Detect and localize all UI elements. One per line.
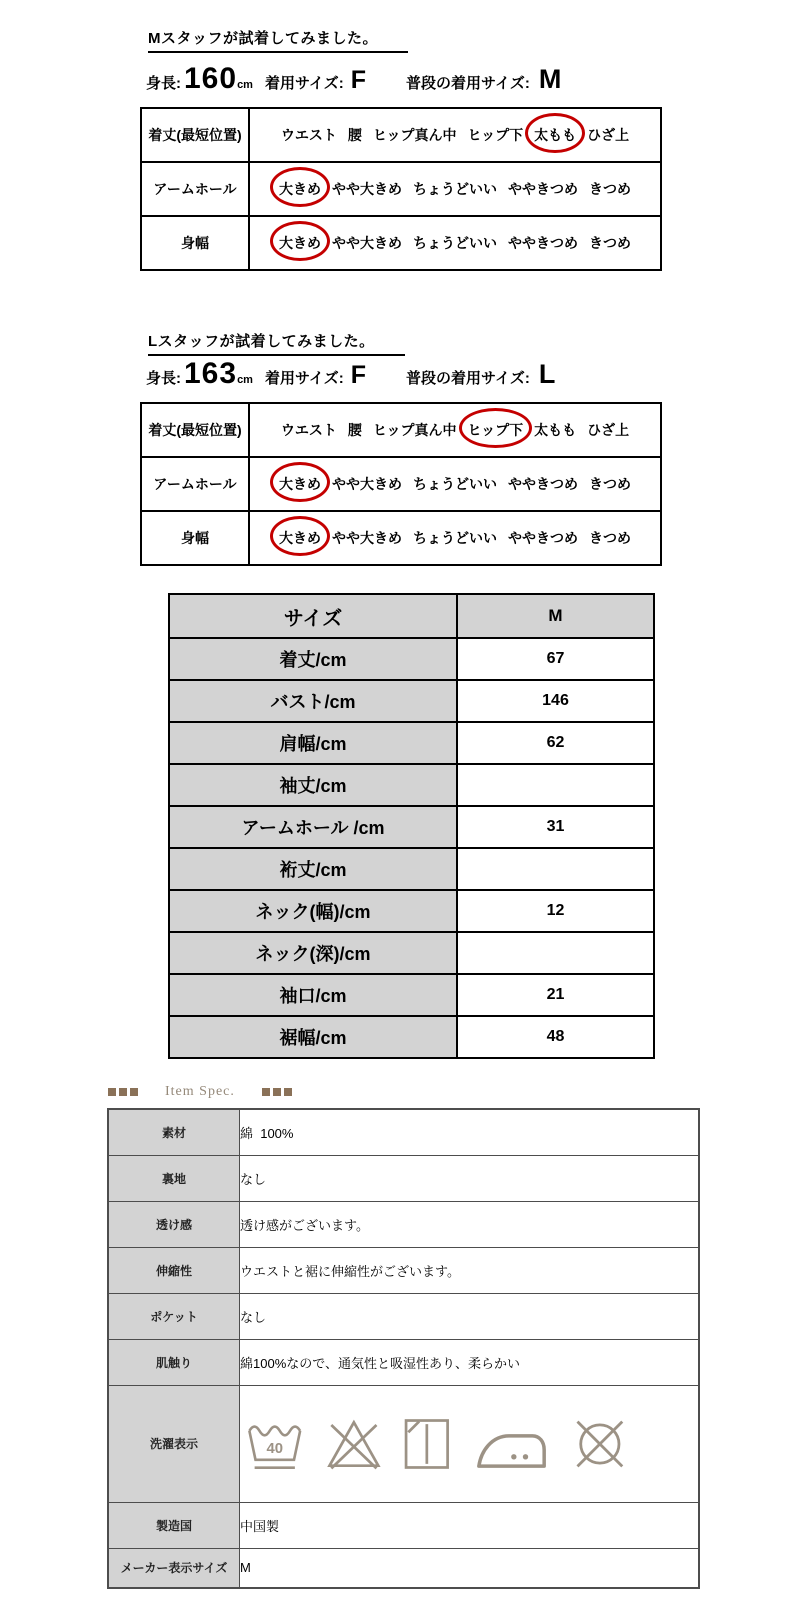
fit-row xyxy=(141,108,661,162)
height-value: 160 xyxy=(184,62,238,95)
spec-row-label: 製造国 xyxy=(108,1502,240,1548)
fit-row xyxy=(141,457,661,511)
fit-options xyxy=(250,233,660,253)
fit-option: 大きめ xyxy=(279,181,321,197)
height-label: 身長: xyxy=(146,370,181,387)
size-row-label: 肩幅/cm xyxy=(169,722,457,764)
spec-row xyxy=(108,1502,699,1548)
size-row-value: 48 xyxy=(457,1016,654,1058)
fit-option: 大きめ xyxy=(279,235,321,251)
spec-row-label: 透け感 xyxy=(108,1201,240,1247)
fit-options xyxy=(250,420,660,440)
fit-option: きつめ xyxy=(589,181,631,197)
size-table-header-row xyxy=(169,594,654,638)
spec-row-wash xyxy=(108,1385,699,1502)
svg-text:40: 40 xyxy=(266,1440,284,1457)
fit-table-l xyxy=(140,402,662,566)
fit-row-label: 身幅 xyxy=(141,216,249,270)
size-row xyxy=(169,806,654,848)
fit-row-label: 着丈(最短位置) xyxy=(141,108,249,162)
fit-option: ちょうどいい xyxy=(413,530,497,546)
spec-row xyxy=(108,1247,699,1293)
spec-row xyxy=(108,1109,699,1155)
height-unit: cm xyxy=(237,374,253,386)
size-row-value xyxy=(457,848,654,890)
fit-option: やや大きめ xyxy=(332,476,402,492)
spec-row xyxy=(108,1548,699,1588)
fit-row-label: 身幅 xyxy=(141,511,249,565)
spec-row xyxy=(108,1293,699,1339)
fit-option: ひざ上 xyxy=(587,127,630,143)
fit-row-label: アームホール xyxy=(141,162,249,216)
size-row-label: 裾幅/cm xyxy=(169,1016,457,1058)
worn-size-value: F xyxy=(350,66,367,94)
fit-option: やや大きめ xyxy=(332,235,402,251)
fit-option: ウエスト xyxy=(280,422,337,438)
fit-option: やや大きめ xyxy=(332,530,402,546)
fit-options xyxy=(250,474,660,494)
decorative-squares-icon xyxy=(262,1088,292,1096)
spec-row-value: 中国製 xyxy=(240,1502,700,1548)
fit-option: 太もも xyxy=(534,127,577,143)
size-row-label: 裄丈/cm xyxy=(169,848,457,890)
size-row xyxy=(169,932,654,974)
worn-size-label: 着用サイズ: xyxy=(264,370,344,387)
size-row-value xyxy=(457,932,654,974)
fit-option: ウエスト xyxy=(280,127,337,143)
spec-row xyxy=(108,1155,699,1201)
wash-40-icon xyxy=(245,1416,305,1472)
size-header-value: M xyxy=(457,594,654,638)
size-row-label: 袖丈/cm xyxy=(169,764,457,806)
fit-option: 大きめ xyxy=(279,476,321,492)
fit-option: 腰 xyxy=(347,422,362,438)
fit-option: ちょうどいい xyxy=(413,235,497,251)
size-row-value: 31 xyxy=(457,806,654,848)
dry-in-shade-icon xyxy=(402,1416,453,1472)
fit-row-label: アームホール xyxy=(141,457,249,511)
fit-section-m-heading: Mスタッフが試着してみました。 xyxy=(148,27,408,53)
spec-row-label: ポケット xyxy=(108,1293,240,1339)
spec-row-label: 裏地 xyxy=(108,1155,240,1201)
size-table xyxy=(168,593,655,1059)
usual-size-value: M xyxy=(538,64,562,94)
spec-row xyxy=(108,1339,699,1385)
spec-row-value: ウエストと裾に伸縮性がございます。 xyxy=(240,1247,700,1293)
item-spec-title: Item Spec. xyxy=(165,1084,235,1099)
size-row-value: 146 xyxy=(457,680,654,722)
fit-option: 腰 xyxy=(347,127,362,143)
size-row-value: 62 xyxy=(457,722,654,764)
spec-row-value: 透け感がございます。 xyxy=(240,1201,700,1247)
spec-row-label: 洗濯表示 xyxy=(108,1385,240,1502)
fit-row xyxy=(141,511,661,565)
fit-row xyxy=(141,403,661,457)
fit-option: ややきつめ xyxy=(508,530,578,546)
size-row xyxy=(169,974,654,1016)
no-bleach-icon xyxy=(325,1416,383,1472)
wash-care-icons xyxy=(240,1416,698,1472)
size-row xyxy=(169,638,654,680)
no-dry-clean-icon xyxy=(570,1416,630,1472)
spec-row-label: 伸縮性 xyxy=(108,1247,240,1293)
height-value: 163 xyxy=(184,357,238,390)
decorative-squares-icon xyxy=(108,1088,138,1096)
usual-size-label: 普段の着用サイズ: xyxy=(406,75,530,92)
spec-row xyxy=(108,1201,699,1247)
size-row-value: 12 xyxy=(457,890,654,932)
size-row-label: 着丈/cm xyxy=(169,638,457,680)
fit-option: ヒップ真ん中 xyxy=(372,422,457,438)
usual-size-value: L xyxy=(538,359,556,389)
fit-option: やや大きめ xyxy=(332,181,402,197)
spec-row-label: 肌触り xyxy=(108,1339,240,1385)
worn-size-label: 着用サイズ: xyxy=(264,75,344,92)
fit-option: ちょうどいい xyxy=(413,476,497,492)
fit-option: きつめ xyxy=(589,476,631,492)
size-row-value: 21 xyxy=(457,974,654,1016)
iron-medium-icon xyxy=(473,1416,550,1472)
spec-row-label: メーカー表示サイズ xyxy=(108,1548,240,1588)
fit-row xyxy=(141,216,661,270)
size-row xyxy=(169,680,654,722)
size-row xyxy=(169,848,654,890)
fit-option: ややきつめ xyxy=(508,181,578,197)
fit-row xyxy=(141,162,661,216)
fit-option: ヒップ真ん中 xyxy=(372,127,457,143)
fit-option: きつめ xyxy=(589,530,631,546)
item-spec-header xyxy=(108,1084,292,1100)
fit-option: ちょうどいい xyxy=(413,181,497,197)
fit-options xyxy=(250,179,660,199)
fit-option: ヒップ下 xyxy=(467,127,524,143)
size-row-label: アームホール /cm xyxy=(169,806,457,848)
fit-section-l-stats xyxy=(146,357,555,391)
height-unit: cm xyxy=(237,79,253,91)
size-header-label: サイズ xyxy=(169,594,457,638)
spec-row-value: なし xyxy=(240,1293,700,1339)
size-row xyxy=(169,890,654,932)
usual-size-label: 普段の着用サイズ: xyxy=(406,370,530,387)
fit-table-m xyxy=(140,107,662,271)
size-row-value xyxy=(457,764,654,806)
size-row-label: 袖口/cm xyxy=(169,974,457,1016)
spec-row-value: なし xyxy=(240,1155,700,1201)
fit-options xyxy=(250,125,660,145)
fit-row-label: 着丈(最短位置) xyxy=(141,403,249,457)
fit-section-l-heading: Lスタッフが試着してみました。 xyxy=(148,330,405,356)
size-row-label: バスト/cm xyxy=(169,680,457,722)
fit-section-m-stats xyxy=(146,62,561,96)
size-row xyxy=(169,1016,654,1058)
spec-row-value: M xyxy=(240,1548,700,1588)
item-spec-table xyxy=(107,1108,700,1589)
fit-option: ややきつめ xyxy=(508,476,578,492)
height-label: 身長: xyxy=(146,75,181,92)
fit-option: 大きめ xyxy=(279,530,321,546)
size-row xyxy=(169,722,654,764)
fit-option: ややきつめ xyxy=(508,235,578,251)
size-row-label: ネック(深)/cm xyxy=(169,932,457,974)
size-row-label: ネック(幅)/cm xyxy=(169,890,457,932)
fit-option: ヒップ下 xyxy=(467,422,524,438)
spec-row-value: 綿100%なので、通気性と吸湿性あり、柔らかい xyxy=(240,1339,700,1385)
spec-row-label: 素材 xyxy=(108,1109,240,1155)
fit-option: きつめ xyxy=(589,235,631,251)
fit-options xyxy=(250,528,660,548)
fit-option: ひざ上 xyxy=(587,422,630,438)
size-row-value: 67 xyxy=(457,638,654,680)
fit-option: 太もも xyxy=(534,422,577,438)
size-row xyxy=(169,764,654,806)
spec-row-value: 綿 100% xyxy=(240,1109,700,1155)
worn-size-value: F xyxy=(350,361,367,389)
